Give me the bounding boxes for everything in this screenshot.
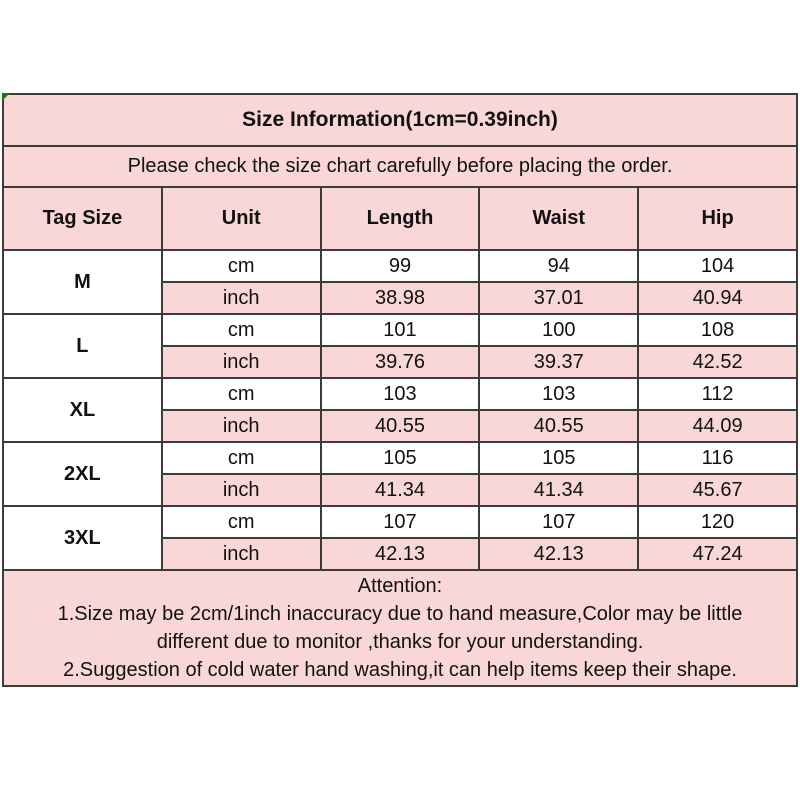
value-cell: 107 [321,506,480,538]
attention-row [3,570,797,686]
col-header-tag-size: Tag Size [3,187,162,250]
value-cell: 107 [479,506,638,538]
value-cell: 44.09 [638,410,797,442]
attention-block [3,570,797,686]
value-cell: 103 [321,378,480,410]
unit-cell: cm [162,442,321,474]
value-cell: 94 [479,250,638,282]
value-cell: 41.34 [321,474,480,506]
value-cell: 105 [321,442,480,474]
subtitle-row [3,146,797,187]
value-cell: 47.24 [638,538,797,570]
title-row [3,94,797,146]
unit-cell: cm [162,506,321,538]
unit-cell: inch [162,346,321,378]
value-cell: 45.67 [638,474,797,506]
unit-cell: inch [162,474,321,506]
table-row-3xl-cm [3,506,797,538]
value-cell: 38.98 [321,282,480,314]
value-cell: 40.55 [321,410,480,442]
attention-line: 1.Size may be 2cm/1inch inaccuracy due to hand measure,Color may be little [57,603,743,625]
value-cell: 103 [479,378,638,410]
attention-heading: Attention: [357,575,443,597]
table-row-m-cm [3,250,797,282]
value-cell: 112 [638,378,797,410]
unit-cell: inch [162,410,321,442]
size-chart-container [2,93,798,687]
green-corner-mark [2,93,10,101]
value-cell: 39.76 [321,346,480,378]
table-row-l-cm [3,314,797,346]
table-row-2xl-cm [3,442,797,474]
col-header-waist: Waist [479,187,638,250]
unit-cell: inch [162,538,321,570]
unit-cell: cm [162,250,321,282]
attention-line: different due to monitor ,thanks for your understanding. [156,631,644,653]
col-header-length: Length [321,187,480,250]
unit-cell: cm [162,314,321,346]
unit-cell: cm [162,378,321,410]
chart-subtitle: Please check the size chart carefully before placing the order. [3,146,797,187]
value-cell: 37.01 [479,282,638,314]
unit-cell: inch [162,282,321,314]
value-cell: 101 [321,314,480,346]
tag-size-2xl: 2XL [3,442,162,506]
tag-size-m: M [3,250,162,314]
value-cell: 42.13 [321,538,480,570]
value-cell: 39.37 [479,346,638,378]
value-cell: 42.13 [479,538,638,570]
value-cell: 42.52 [638,346,797,378]
col-header-unit: Unit [162,187,321,250]
value-cell: 41.34 [479,474,638,506]
size-chart-table [2,93,798,687]
table-row-xl-cm [3,378,797,410]
value-cell: 120 [638,506,797,538]
col-header-hip: Hip [638,187,797,250]
value-cell: 99 [321,250,480,282]
value-cell: 104 [638,250,797,282]
tag-size-xl: XL [3,378,162,442]
value-cell: 108 [638,314,797,346]
header-row [3,187,797,250]
value-cell: 116 [638,442,797,474]
attention-line: 2.Suggestion of cold water hand washing,it can help items keep their shape. [63,659,737,681]
chart-title: Size Information(1cm=0.39inch) [3,94,797,146]
value-cell: 40.94 [638,282,797,314]
value-cell: 40.55 [479,410,638,442]
value-cell: 100 [479,314,638,346]
value-cell: 105 [479,442,638,474]
tag-size-l: L [3,314,162,378]
tag-size-3xl: 3XL [3,506,162,570]
